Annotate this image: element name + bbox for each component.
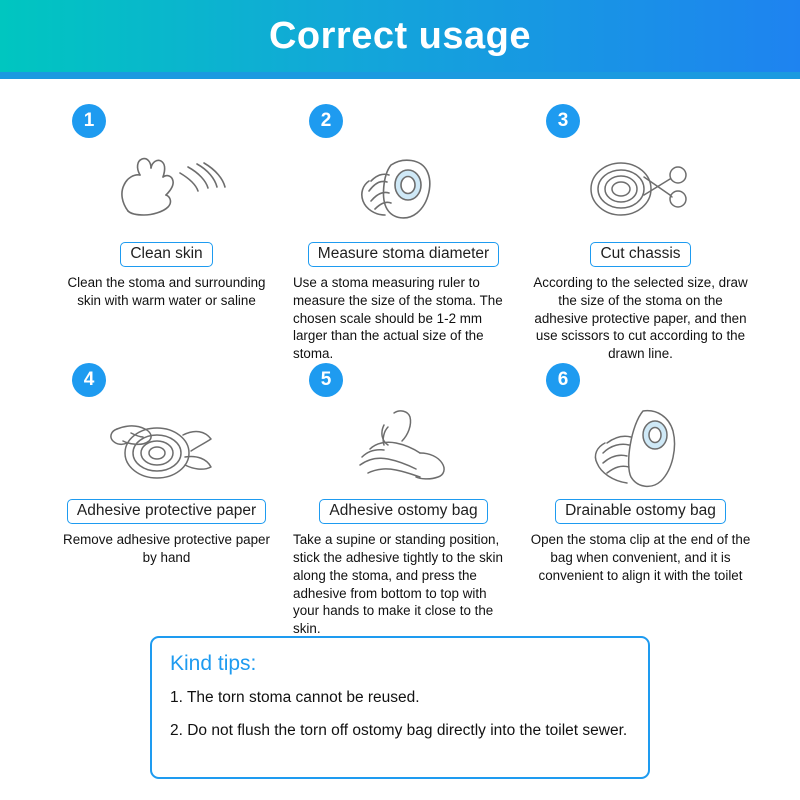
step-label-wrap-3: [528, 242, 753, 267]
step-number-badge: 5: [309, 363, 343, 397]
kind-tips-box: [150, 636, 650, 779]
step-label-wrap-4: [54, 499, 279, 524]
pressing-bag-onto-skin-icon: [291, 391, 516, 499]
step-label-wrap-6: [528, 499, 753, 524]
step-label-wrap-2: [291, 242, 516, 267]
step-card-4: [48, 363, 285, 638]
kind-tips-line-2: 2. Do not flush the torn off ostomy bag directly into the toilet sewer.: [170, 721, 628, 739]
step-card-3: [522, 104, 759, 363]
step-label-cut-chassis: Cut chassis: [590, 242, 690, 267]
step-description-4: Remove adhesive protective paper by hand: [63, 532, 270, 565]
hand-cleaning-skin-icon: [54, 132, 279, 242]
step-description-6: Open the stoma clip at the end of the bag when convenient, and it is convenient to align it with the toilet: [530, 532, 751, 583]
steps-grid: [48, 104, 760, 638]
step-card-1: [48, 104, 285, 363]
step-description-5: Take a supine or standing position, stick the adhesive tightly to the skin along the stoma, and press the adhesive from bottom to top with your hands to make it close to the skin.: [293, 532, 503, 637]
step-description-3: According to the selected size, draw the size of the stoma on the adhesive protective paper, and then use scissors to cut according to the drawn line.: [533, 275, 748, 362]
header-divider: [0, 72, 800, 79]
step-label-drainable-ostomy-bag: Drainable ostomy bag: [555, 499, 726, 524]
step-label-measure-stoma-diameter: Measure stoma diameter: [308, 242, 499, 267]
step-label-clean-skin: Clean skin: [120, 242, 212, 267]
step-card-2: [285, 104, 522, 363]
kind-tips-line-1: 1. The torn stoma cannot be reused.: [170, 689, 420, 706]
step-number-badge: 4: [72, 363, 106, 397]
step-label-wrap-5: [291, 499, 516, 524]
page-header: [0, 0, 800, 72]
measuring-ruler-on-stoma-icon: [291, 132, 516, 242]
step-number-badge: 1: [72, 104, 106, 138]
step-number-badge: 6: [546, 363, 580, 397]
scissors-cutting-chassis-icon: [528, 132, 753, 242]
step-label-adhesive-ostomy-bag: Adhesive ostomy bag: [319, 499, 487, 524]
step-label-adhesive-protective-paper: Adhesive protective paper: [67, 499, 266, 524]
step-card-6: [522, 363, 759, 638]
step-description-2: Use a stoma measuring ruler to measure the size of the stoma. The chosen scale should be 1-2 mm larger than the actual size of the stoma.: [293, 275, 503, 362]
opening-drainable-bag-clip-icon: [528, 391, 753, 499]
step-card-5: [285, 363, 522, 638]
step-label-wrap-1: [54, 242, 279, 267]
step-description-1: Clean the stoma and surrounding skin with warm water or saline: [67, 275, 266, 308]
kind-tips-title: Kind tips:: [170, 652, 257, 675]
peeling-protective-paper-icon: [54, 391, 279, 499]
step-number-badge: 2: [309, 104, 343, 138]
page-title: Correct usage: [268, 14, 532, 57]
step-number-badge: 3: [546, 104, 580, 138]
